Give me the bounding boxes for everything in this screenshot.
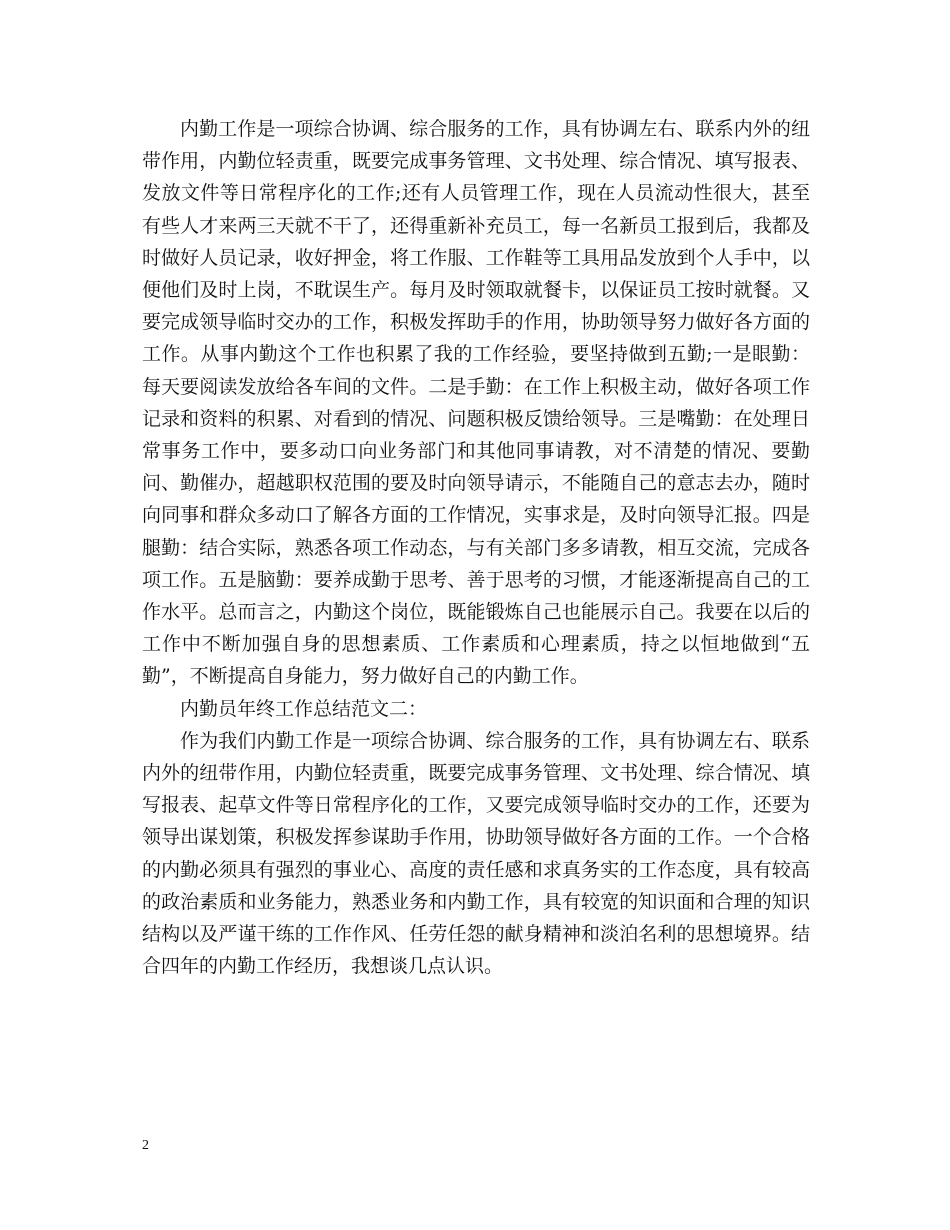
document-body: [142, 113, 810, 982]
page-number: 2: [142, 1138, 149, 1153]
paragraph-1: 内勤工作是一项综合协调、综合服务的工作，具有协调左右、联系内外的纽带作用，内勤位轻责重，既要完成事务管理、文书处理、综合情况、填写报表、发放文件等日常程序化的工作;还有人员管理工作，现在人员流动性很大，甚至有些人才来两三天就不干了，还得重新补充员工，每一名新员工报到后，我都及时做好人员记录，收好押金，将工作服、工作鞋等工具用品发放到个人手中，以便他们及时上岗，不耽误生产。每月及时领取就餐卡，以保证员工按时就餐。又要完成领导临时交办的工作，积极发挥助手的作用，协助领导努力做好各方面的工作。从事内勤这个工作也积累了我的工作经验，要坚持做到五勤;一是眼勤：每天要阅读发放给各车间的文件。二是手勤：在工作上积极主动，做好各项工作记录和资料的积累、对看到的情况、问题积极反馈给领导。三是嘴勤：在处理日常事务工作中，要多动口向业务部门和其他同事请教，对不清楚的情况、要勤问、勤催办，超越职权范围的要及时向领导请示，不能随自己的意志去办，随时向同事和群众多动口了解各方面的工作情况，实事求是，及时向领导汇报。四是腿勤：结合实际，熟悉各项工作动态，与有关部门多多请教，相互交流，完成各项工作。五是脑勤：要养成勤于思考、善于思考的习惯，才能逐渐提高自己的工作水平。总而言之，内勤这个岗位，既能锻炼自己也能展示自己。我要在以后的工作中不断加强自身的思想素质、工作素质和心理素质，持之以恒地做到“五勤”，不断提高自身能力，努力做好自己的内勤工作。: [142, 118, 810, 688]
paragraph-2-heading: 内勤员年终工作总结范文二：: [180, 697, 428, 720]
paragraph-3: 作为我们内勤工作是一项综合协调、综合服务的工作，具有协调左右、联系内外的纽带作用，内勤位轻责重，既要完成事务管理、文书处理、综合情况、填写报表、起草文件等日常程序化的工作，又要完成领导临时交办的工作，还要为领导出谋划策，积极发挥参谋助手作用，协助领导做好各方面的工作。一个合格的内勤必须具有强烈的事业心、高度的责任感和求真务实的工作态度，具有较高的政治素质和业务能力，熟悉业务和内勤工作，具有较宽的知识面和合理的知识结构以及严谨干练的工作作风、任劳任怨的献身精神和淡泊名利的思想境界。结合四年的内勤工作经历，我想谈几点认识。: [142, 729, 810, 978]
